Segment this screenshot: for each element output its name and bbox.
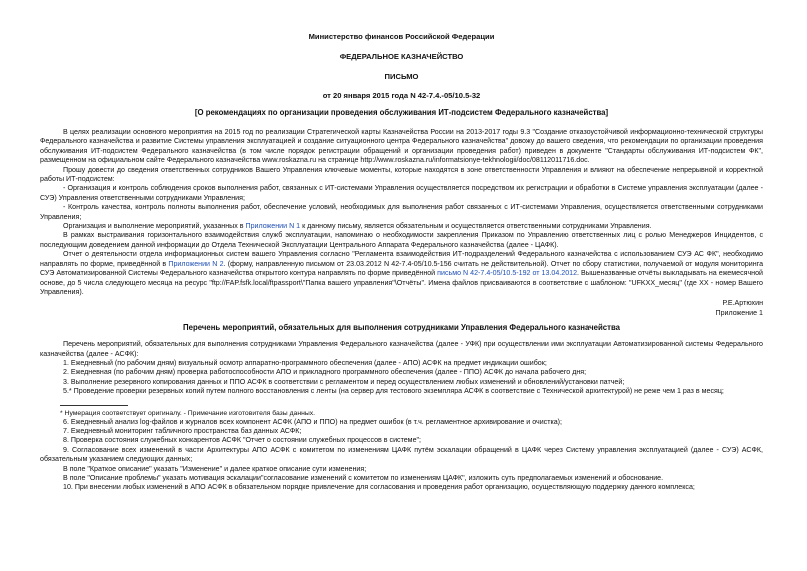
footnote: * Нумерация соответствует оригиналу. - Примечание изготовителя базы данных. [60,409,315,417]
list-item: 9. Согласование всех изменений в части Архитектуры АПО АСФК с комитетом по изменениям ЦАФК путём эскалации обращений в ЦАФК через Систему управления эксплуатацией (далее - СУЭ) АСФК, обязательным указанием следующих данных; [40,445,763,464]
measures-list-continued [40,418,763,493]
body-paragraph-1: В целях реализации основного мероприятия на 2015 год по реализации Стратегической карты Казначейства России на 2013-2017 годы 9.3 "Создание отказоустойчивой информационно-технической структуры Федерального казначейства и развитие Системы управления эксплуатацией и создание ситуационного центра Федерального казначейства" довожу до вашего сведения, что рекомендации по организации проведения обслуживания ИТ-подсистем Федерального казначейства (в том числе порядок регистрации обращений и организации проведения работ) приведен в документе "Стандарты обслуживания ИТ-подсистем ФК", размещенном на официальном сайте Федерального казначейства www.roskazna.ru на странице http://www.roskazna.ru/informatsionye-tekhnologii/doc/08112011716.doc. [40,128,763,165]
appendix-2-link[interactable]: Приложении N 2 [168,259,224,268]
list-title: Перечень мероприятий, обязательных для выполнения сотрудниками Управления Федерального казначейства [183,323,620,333]
list-item: В поле "Описание проблемы" указать мотивация эскалации"согласование изменений с комитетом по изменениям ЦАФК", изложить суть предполагаемых изменений и обоснование. [63,474,664,482]
list-item: 1. Ежедневный (по рабочим дням) визуальный осмотр аппаратно-программного обеспечения (далее - АПО) АСФК на предмет индикации ошибок; [63,358,547,367]
footnote-divider [60,405,128,406]
agency-heading: ФЕДЕРАЛЬНОЕ КАЗНАЧЕЙСТВО [339,52,464,61]
list-item: 6. Ежедневный анализ log-файлов и журналов всех компонент АСФК (АПО и ППО) на предмет ошибок (в т.ч. регламентное архивирование и очистка); [63,417,562,426]
appendix-label: Приложение 1 [715,308,763,317]
p7-text-c: . Вышеназванные отчёты выкладывать на ежемесячной основе, до 5 числа следующего месяца на ресурс "ftp://FAP.fsfk.local/ftpassport\"Папка вашего управления"\Отчёты". Имена файлов присваиваются в соответствие с шаблоном: "UFKXX_месяц" (где XX - номер Вашего Управления). [40,269,763,296]
appendix-1-link[interactable]: Приложении N 1 [245,222,301,231]
list-item: 10. При внесении любых изменений в АПО АСФК в обязательном порядке привлечение для согласования и проведения работ организацию, осуществляющую поддержку данного комплекса; [63,483,695,492]
list-item: 2. Ежедневная (по рабочим дням) проверка работоспособности АПО и прикладного программного обеспечения (далее - ППО) АСФК до начала рабочего дня; [63,368,587,377]
ministry-heading: Министерство финансов Российской Федерации [308,32,495,41]
document-type: ПИСЬМО [384,72,419,81]
p7-text-b: . (форму, направленную письмом от 23.03.2012 N 42-7.4-05/10.5-156 считать не действительной). Отчет по сбору статистики, получаемой от модуля мониторинга СУЭ Автоматизированной Системы Федерального казначейства открытого контура направлять по форме приведённой [40,259,764,278]
list-item: В поле "Краткое описание" указать "Изменение" и далее краткое описание сути изменения; [63,464,367,473]
list-intro: Перечень мероприятий, обязательных для выполнения сотрудниками Управления Федерального казначейства (далее - УФК) при осуществлении ими эксплуатации Автоматизированной системы Федерального казначейства (далее - АСФК): [40,340,763,358]
body-paragraph-6: В рамках выстраивания горизонтального взаимодействия служб эксплуатации, напоминаю о необходимости закрепления Приказом по Управлению ответственных лиц с ролью Менеджеров Инцидентов, с последующим доведением данной информации до Отдела Технической Эксплуатации Центрального Аппарата Федерального казначейства (далее - ЦАФК). [40,231,763,249]
body-paragraph-3: - Организация и контроль соблюдения сроков выполнения работ, связанных с ИТ-системами Управления осуществляется посредством их регистрации и обработки в Системе управления эксплуатации (далее - СУЭ) Управления ответственными сотрудниками Управления; [40,184,763,202]
document-date-number: от 20 января 2015 года N 42-7.4.-05/10.5-32 [322,91,481,100]
p5-text-before: Организация и выполнение мероприятий, указанных в [63,222,246,231]
list-item: 7. Ежедневный мониторинг табличного пространства баз данных АСФК; [63,426,302,435]
body-paragraph-5 [40,222,763,231]
p7-text-a: Отчет о деятельности отдела информационных систем вашего Управления согласно "Регламента взаимодействия ИТ-подразделений Федерального казначейства с использованием СУЭ АС ФК", необходимо направлять по форме, приведённой в [40,250,763,268]
p5-text-after: к данному письму, является обязательным и осуществляется ответственными сотрудниками Управления. [300,222,652,231]
list-item: 8. Проверка состояния служебных конкарентов АСФК "Отчет о состоянии служебных процессов в системе"; [63,436,421,445]
letter-reference-link[interactable]: письмо N 42-7.4-05/10.5-192 от 13.04.2012 [437,269,578,278]
measures-list [40,359,763,397]
body-paragraph-7 [40,250,763,297]
signature: Р.Е.Артюхин [722,299,763,308]
body-paragraph-4: - Контроль качества, контроль полноты выполнения работ, обеспечение условий, необходимых для выполнения работ связанных с ИТ-системами Управления, осуществляется ответственными сотрудниками Управления; [40,203,763,221]
list-item: 5.* Проведение проверки резервных копий путем полного восстановления с ленты (на сервер для тестового экземпляра АСФК в соответствие с Технической архитектурой) не реже чем 1 раз в месяц; [63,387,724,396]
document-subject: [О рекомендациях по организации проведения обслуживания ИТ-подсистем Федерального казначейства] [194,108,609,117]
body-paragraph-2: Прошу довести до сведения ответственных сотрудников Вашего Управления ключевые моменты, которые находятся в зоне ответственности Управления и влияют на обеспечение непрерывной и корректной работы ИТ-подсистем: [40,165,763,184]
list-item: 3. Выполнение резервного копирования данных и ППО АСФК в соответствии с регламентом и перед осуществлением любых изменений и обновлений/установки патчей; [63,377,625,386]
